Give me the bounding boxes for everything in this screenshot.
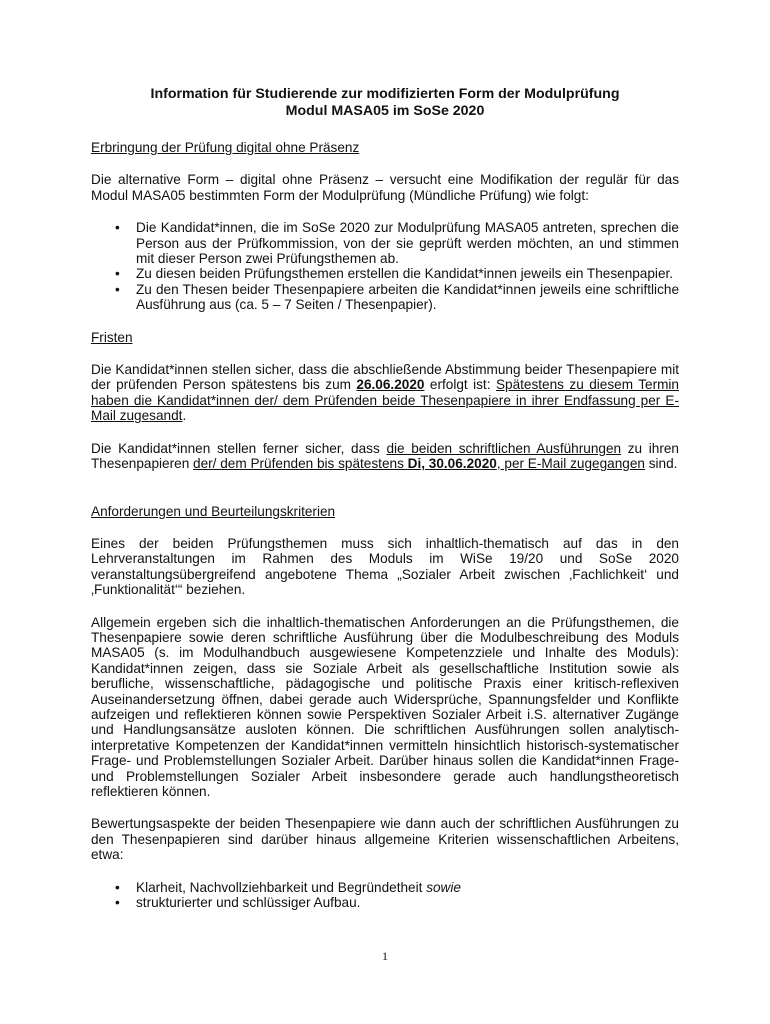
underlined-requirement: Spätestens zu diesem Termin haben die Kandidat*innen der/ dem Prüfenden beide Thesenpapiere in ihrer Endfassung per E-Mail zugesandt — [91, 377, 679, 424]
bullet-icon: • — [115, 879, 120, 895]
text-run: zu ihren Thesenpapieren — [91, 440, 679, 472]
list-item-text: Klarheit, Nachvollziehbarkeit und Begründetheit — [136, 879, 427, 895]
list-item-text: Zu den Thesen beider Thesenpapiere arbeiten die Kandidat*innen jeweils eine schriftliche Ausführung aus (ca. 5 – 7 Seiten / Thesenpapier). — [136, 281, 679, 313]
list-item-text: Zu diesen beiden Prüfungsthemen erstellen die Kandidat*innen jeweils ein Thesenpapier. — [136, 266, 674, 282]
text-run: sind. — [644, 456, 678, 472]
text-run: Die Kandidat*innen stellen sicher, dass die abschließende Abstimmung beider Thesenpapiere mit der prüfenden Person spätestens bis zum — [91, 362, 679, 393]
document-body — [91, 86, 679, 910]
underlined-text: , per E-Mail zugegangen — [496, 456, 645, 472]
assessment-criteria-list — [91, 880, 679, 911]
text-run: . — [182, 408, 187, 424]
list-item — [91, 282, 679, 313]
paragraph-deadline-written-work — [91, 441, 679, 472]
list-item-text: Die Kandidat*innen, die im SoSe 2020 zur Modulprüfung MASA05 antreten, sprechen die Person aus der Prüfkommission, von der sie geprüft werden möchten, an und stimmen mit dieser Person zwei Prüfungsthemen ab. — [136, 220, 679, 267]
bullet-icon: • — [115, 281, 120, 297]
paragraph-topic-requirement: Eines der beiden Prüfungsthemen muss sich inhaltlich-thematisch auf das in den Lehrveranstaltungen im Rahmen des Moduls im WiSe 19/20 und SoSe 2020 veranstaltungsübergreifend angebotene Thema „Sozialer Arbeit zwischen ‚Fachlichkeit‘ und ‚Funktionalität‘“ beziehen. — [91, 535, 679, 598]
bullet-icon: • — [115, 895, 120, 911]
document-title — [91, 86, 679, 120]
deadline-date-1: 26.06.2020 — [356, 377, 425, 393]
title-line-2: Modul MASA05 im SoSe 2020 — [285, 103, 485, 119]
underlined-text: der/ dem Prüfenden bis spätestens — [193, 456, 408, 472]
page-number: 1 — [382, 949, 388, 963]
paragraph-exam-format-intro: Die alternative Form – digital ohne Präsenz – versucht eine Modifikation der regulär für das Modul MASA05 bestimmten Form der Modulprüfung (Mündliche Prüfung) wie folgt: — [91, 172, 679, 203]
paragraph-deadline-thesis-papers — [91, 362, 679, 424]
list-item-text: strukturierter und schlüssiger Aufbau. — [136, 895, 361, 911]
paragraph-general-requirements: Allgemein ergeben sich die inhaltlich-thematischen Anforderungen an die Prüfungsthemen, die Thesenpapiere sowie deren schriftliche Ausführung über die Modulbeschreibung des Moduls MASA05 (s. im Modulhandbuch ausgewiesene Kompetenzziele und Inhalte des Moduls): Kandidat*innen zeigen, dass sie Soziale Arbeit als gesellschaftliche Institution sowie als berufliche, wissenschaftliche, pädagogische und politische Praxis einer kritisch-reflexiven Auseinandersetzung öffnen, dabei gerade auch Widersprüche, Spannungsfelder und Konflikte aufzeigen und reflektieren können sowie Perspektiven Sozialer Arbeit i.S. alternativer Zugänge und Handlungsansätze ausloten können. Die schriftlichen Ausführungen sollen analytisch-interpretative Kompetenzen der Kandidat*innen vermitteln hinsichtlich historisch-systematischer Frage- und Problemstellungen Sozialer Arbeit. Darüber hinaus sollen die Kandidat*innen Frage- und Problemstellungen Sozialer Arbeit insbesondere gerade auch handlungstheoretisch reflektieren können. — [91, 614, 679, 799]
paragraph-assessment-aspects: Bewertungsaspekte der beiden Thesenpapiere wie dann auch der schriftlichen Ausführungen zu den Thesenpapieren sind darüber hinaus allgemeine Kriterien wissenschaftlichen Arbeitens, etwa: — [91, 816, 679, 863]
bullet-icon: • — [115, 266, 120, 282]
list-item — [91, 880, 679, 895]
section-heading-exam-format: Erbringung der Prüfung digital ohne Präsenz — [91, 140, 360, 155]
list-item — [91, 220, 679, 266]
list-item — [91, 895, 679, 910]
title-line-1: Information für Studierende zur modifizierten Form der Modulprüfung — [150, 86, 620, 102]
list-item-italic: sowie — [426, 879, 461, 895]
section-heading-requirements: Anforderungen und Beurteilungskriterien — [91, 503, 336, 519]
exam-format-list — [91, 220, 679, 312]
section-heading-deadlines: Fristen — [91, 329, 133, 345]
underlined-text: die beiden schriftlichen Ausführungen — [386, 440, 622, 456]
text-run: erfolgt ist: — [424, 377, 496, 393]
text-run: Die Kandidat*innen stellen ferner sicher, dass — [91, 440, 387, 456]
bullet-icon: • — [115, 220, 120, 236]
deadline-date-2: Di, 30.06.2020 — [407, 456, 497, 472]
list-item — [91, 266, 679, 281]
